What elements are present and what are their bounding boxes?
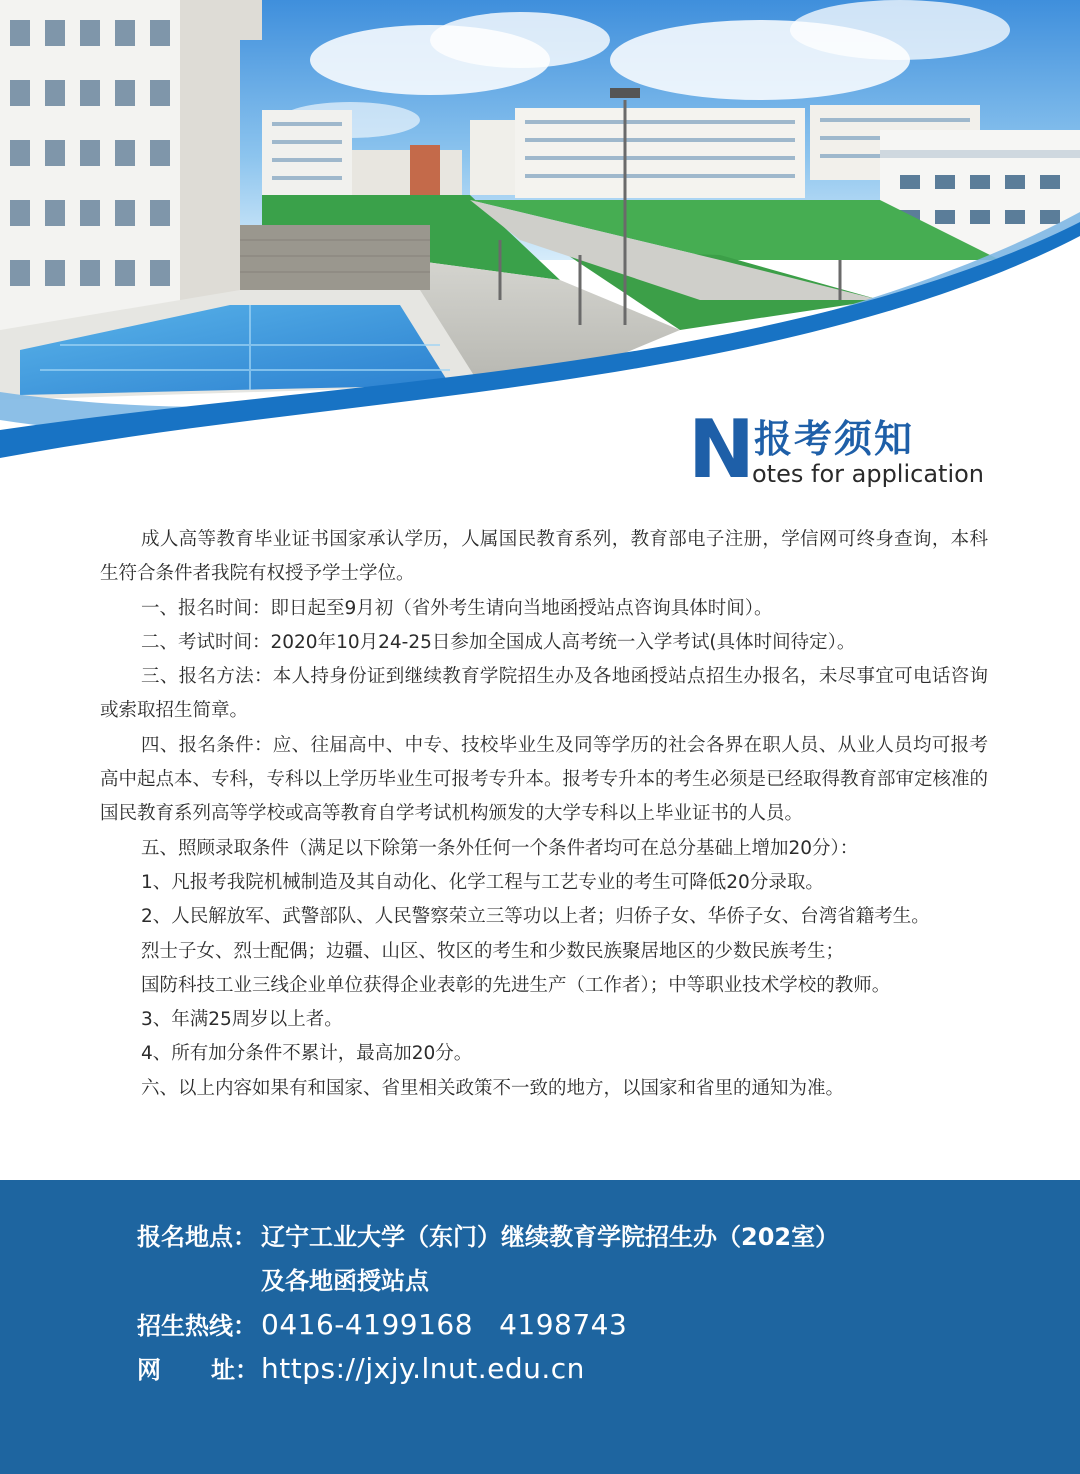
location-row-2 — [261, 1269, 429, 1293]
item-final-note: 六、以上内容如果有和国家、省里相关政策不一致的地方，以国家和省里的通知为准。 — [141, 1077, 845, 1099]
campus-illustration — [0, 0, 1080, 480]
contact-footer — [0, 1180, 1080, 1474]
hotline-row — [137, 1308, 628, 1341]
website-link[interactable]: https://jxjy.lnut.edu.cn — [261, 1352, 585, 1385]
notes-content — [100, 523, 988, 1106]
heading-title-zh: 报考须知 — [754, 417, 915, 461]
location-label: 报名地点： — [137, 1223, 257, 1251]
hotline-number-1[interactable]: 0416-4199168 — [261, 1308, 474, 1341]
subitem-4: 4、所有加分条件不累计，最高加20分。 — [141, 1043, 473, 1065]
notes-heading — [688, 403, 1018, 498]
website-row — [137, 1352, 585, 1385]
location-value-2: 及各地函授站点 — [261, 1267, 429, 1295]
item-registration-conditions: 四、报名条件：应、往届高中、中专、技校毕业生及同等学历的社会各界在职人员、从业人员均可报考高中起点本、专科，专科以上学历毕业生可报考专升本。报考专升本的考生必须是已经取得教育部审定核准的国民教育系列高等学校或高等教育自学考试机构颁发的大学专科以上毕业证书的人员。 — [100, 734, 989, 825]
subitem-2: 2、人民解放军、武警部队、人民警察荣立三等功以上者；归侨子女、华侨子女、台湾省籍考生。 — [141, 906, 930, 928]
item-preferential-admission: 五、照顾录取条件（满足以下除第一条外任何一个条件者均可在总分基础上增加20分）： — [141, 837, 859, 859]
subitem-2-cont-b: 国防科技工业三线企业单位获得企业表彰的先进生产（工作者）；中等职业技术学校的教师。 — [141, 974, 891, 996]
item-registration-time: 一、报名时间：即日起至9月初（省外考生请向当地函授站点咨询具体时间）。 — [141, 597, 773, 619]
website-label-b: 址： — [211, 1356, 259, 1384]
location-value: 辽宁工业大学（东门）继续教育学院招生办（202室） — [261, 1223, 840, 1251]
subitem-2-cont-a: 烈士子女、烈士配偶；边疆、山区、牧区的考生和少数民族聚居地区的少数民族考生； — [141, 940, 845, 962]
item-registration-method: 三、报名方法：本人持身份证到继续教育学院招生办及各地函授站点招生办报名，未尽事宜可电话咨询或索取招生简章。 — [100, 666, 988, 722]
heading-letter-n: N — [688, 403, 755, 496]
campus-photo — [0, 0, 1080, 480]
item-exam-time: 二、考试时间：2020年10月24-25日参加全国成人高考统一入学考试(具体时间待定）。 — [141, 631, 856, 653]
subitem-3: 3、年满25周岁以上者。 — [141, 1009, 343, 1031]
intro-paragraph: 成人高等教育毕业证书国家承认学历，人属国民教育系列，教育部电子注册，学信网可终身查询，本科生符合条件者我院有权授予学士学位。 — [100, 529, 988, 585]
hotline-label: 招生热线： — [137, 1312, 257, 1340]
heading-title-en: otes for application — [752, 460, 985, 488]
website-label-a: 网 — [137, 1356, 161, 1384]
location-row — [137, 1225, 839, 1249]
hotline-number-2[interactable]: 4198743 — [499, 1308, 628, 1341]
subitem-1: 1、凡报考我院机械制造及其自动化、化学工程与工艺专业的考生可降低20分录取。 — [141, 871, 824, 893]
